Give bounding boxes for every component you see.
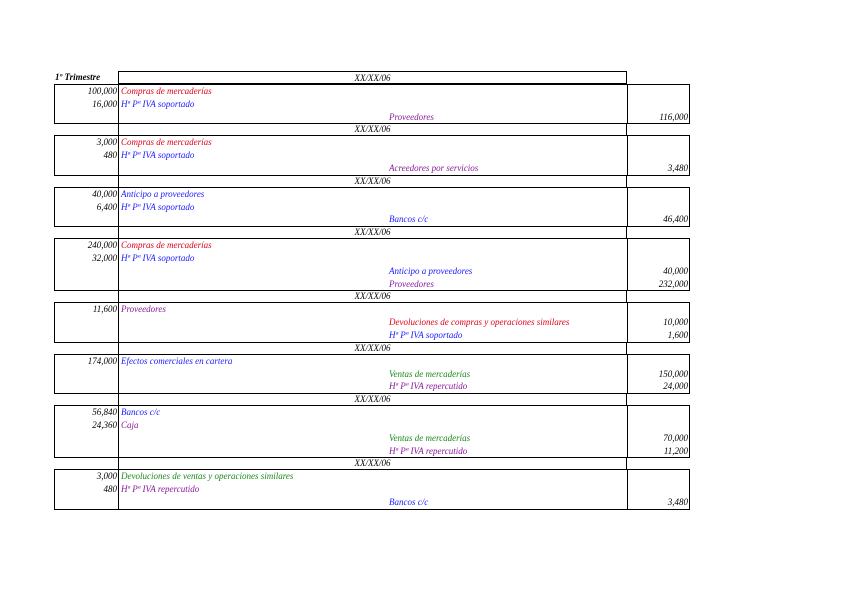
credit-amount: 3,480: [667, 162, 688, 173]
credit-amount: 232,000: [658, 278, 688, 289]
debit-account: Hª Pª IVA soportado: [121, 201, 195, 212]
debit-amount: 16,000: [92, 98, 117, 109]
credit-account: Ventas de mercaderías: [389, 432, 471, 443]
entry-date: XX/XX/06: [118, 71, 627, 84]
debit-row: [55, 303, 689, 316]
credit-account: Hª Pª IVA repercutido: [389, 445, 468, 456]
debit-row: [55, 136, 689, 149]
credit-row: [55, 432, 689, 445]
debit-account: Compras de mercaderías: [121, 137, 212, 148]
journal-entry: [54, 238, 690, 291]
entry-date: XX/XX/06: [118, 291, 627, 302]
credit-row: [55, 380, 689, 393]
journal-entry: [54, 187, 690, 227]
journal: [54, 71, 690, 510]
credit-row: [55, 278, 689, 291]
debit-amount: 240,000: [87, 240, 117, 251]
debit-amount: 174,000: [87, 355, 117, 366]
credit-account: Ventas de mercaderías: [389, 368, 471, 379]
debit-amount: 6,400: [96, 201, 117, 212]
entry-separator: [54, 291, 690, 302]
debit-row: [55, 98, 689, 111]
debit-row: [55, 252, 689, 265]
debit-amount: 3,000: [96, 471, 117, 482]
credit-account: Acreedores por servicios: [389, 162, 479, 173]
credit-row: [55, 213, 689, 226]
credit-row: [55, 111, 689, 124]
debit-amount: 3,000: [96, 137, 117, 148]
credit-row: [55, 162, 689, 175]
debit-account: Hª Pª IVA repercutido: [121, 484, 200, 495]
credit-amount: 10,000: [663, 317, 688, 328]
credit-account: Devoluciones de compras y operaciones similares: [389, 317, 570, 328]
entry-date: XX/XX/06: [118, 343, 627, 354]
debit-account: Compras de mercaderías: [121, 86, 212, 96]
debit-amount: 480: [103, 150, 117, 161]
credit-row: [55, 445, 689, 458]
entry-separator: [54, 458, 690, 469]
debit-row: [55, 355, 689, 368]
debit-row: [55, 483, 689, 496]
credit-account: Proveedores: [389, 111, 434, 122]
debit-row: [55, 239, 689, 252]
credit-amount: 1,600: [667, 329, 688, 340]
credit-row: [55, 265, 689, 278]
entry-date: XX/XX/06: [118, 458, 627, 469]
journal-entry: [54, 469, 690, 509]
debit-row: [55, 149, 689, 162]
debit-amount: 32,000: [92, 252, 117, 263]
debit-account: Devoluciones de ventas y operaciones similares: [121, 471, 294, 482]
debit-account: Proveedores: [121, 304, 166, 315]
entry-separator: [54, 124, 690, 135]
entry-date: XX/XX/06: [118, 394, 627, 405]
debit-account: Caja: [121, 419, 139, 430]
debit-account: Efectos comerciales en cartera: [121, 355, 233, 366]
credit-amount: 40,000: [663, 265, 688, 276]
debit-account: Bancos c/c: [121, 407, 161, 418]
debit-account: Anticipo a proveedores: [121, 188, 205, 199]
credit-amount: 116,000: [659, 111, 688, 122]
debit-account: Hª Pª IVA soportado: [121, 98, 195, 109]
debit-row: [55, 85, 689, 98]
credit-amount: 3,480: [667, 496, 688, 507]
credit-row: [55, 496, 689, 509]
credit-amount: 46,400: [663, 214, 688, 225]
credit-row: [55, 329, 689, 342]
journal-header: [54, 71, 690, 84]
debit-row: [55, 470, 689, 483]
credit-account: Bancos c/c: [389, 214, 429, 225]
credit-amount: 150,000: [658, 368, 688, 379]
entry-separator: [54, 394, 690, 405]
credit-amount: 24,000: [663, 381, 688, 392]
debit-account: Hª Pª IVA soportado: [121, 150, 195, 161]
credit-amount: 70,000: [663, 432, 688, 443]
debit-amount: 56,840: [92, 407, 117, 418]
debit-row: [55, 201, 689, 214]
credit-account: Hª Pª IVA repercutido: [389, 381, 468, 392]
debit-amount: 480: [103, 484, 117, 495]
period-label: 1º Trimestre: [55, 72, 101, 82]
debit-amount: 24,360: [92, 419, 117, 430]
entry-separator: [54, 227, 690, 238]
credit-account: Hª Pª IVA soportado: [389, 329, 463, 340]
entry-date: XX/XX/06: [118, 124, 627, 135]
entries-list: [54, 84, 690, 510]
credit-amount: 11,200: [663, 445, 688, 456]
debit-row: [55, 188, 689, 201]
credit-row: [55, 316, 689, 329]
entry-separator: [54, 176, 690, 187]
debit-account: Compras de mercaderías: [121, 240, 212, 251]
credit-account: Proveedores: [389, 278, 434, 289]
credit-account: Anticipo a proveedores: [389, 265, 473, 276]
credit-account: Bancos c/c: [389, 496, 429, 507]
debit-row: [55, 419, 689, 432]
journal-entry: [54, 302, 690, 342]
debit-amount: 11,600: [92, 304, 117, 315]
debit-row: [55, 406, 689, 419]
journal-entry: [54, 354, 690, 394]
credit-row: [55, 368, 689, 381]
entry-date: XX/XX/06: [118, 227, 627, 238]
entry-date: XX/XX/06: [118, 176, 627, 187]
journal-entry: [54, 135, 690, 175]
journal-entry: [54, 405, 690, 458]
journal-entry: [54, 84, 690, 124]
debit-amount: 100,000: [87, 86, 117, 96]
entry-separator: [54, 343, 690, 354]
debit-account: Hª Pª IVA soportado: [121, 252, 195, 263]
debit-amount: 40,000: [92, 188, 117, 199]
